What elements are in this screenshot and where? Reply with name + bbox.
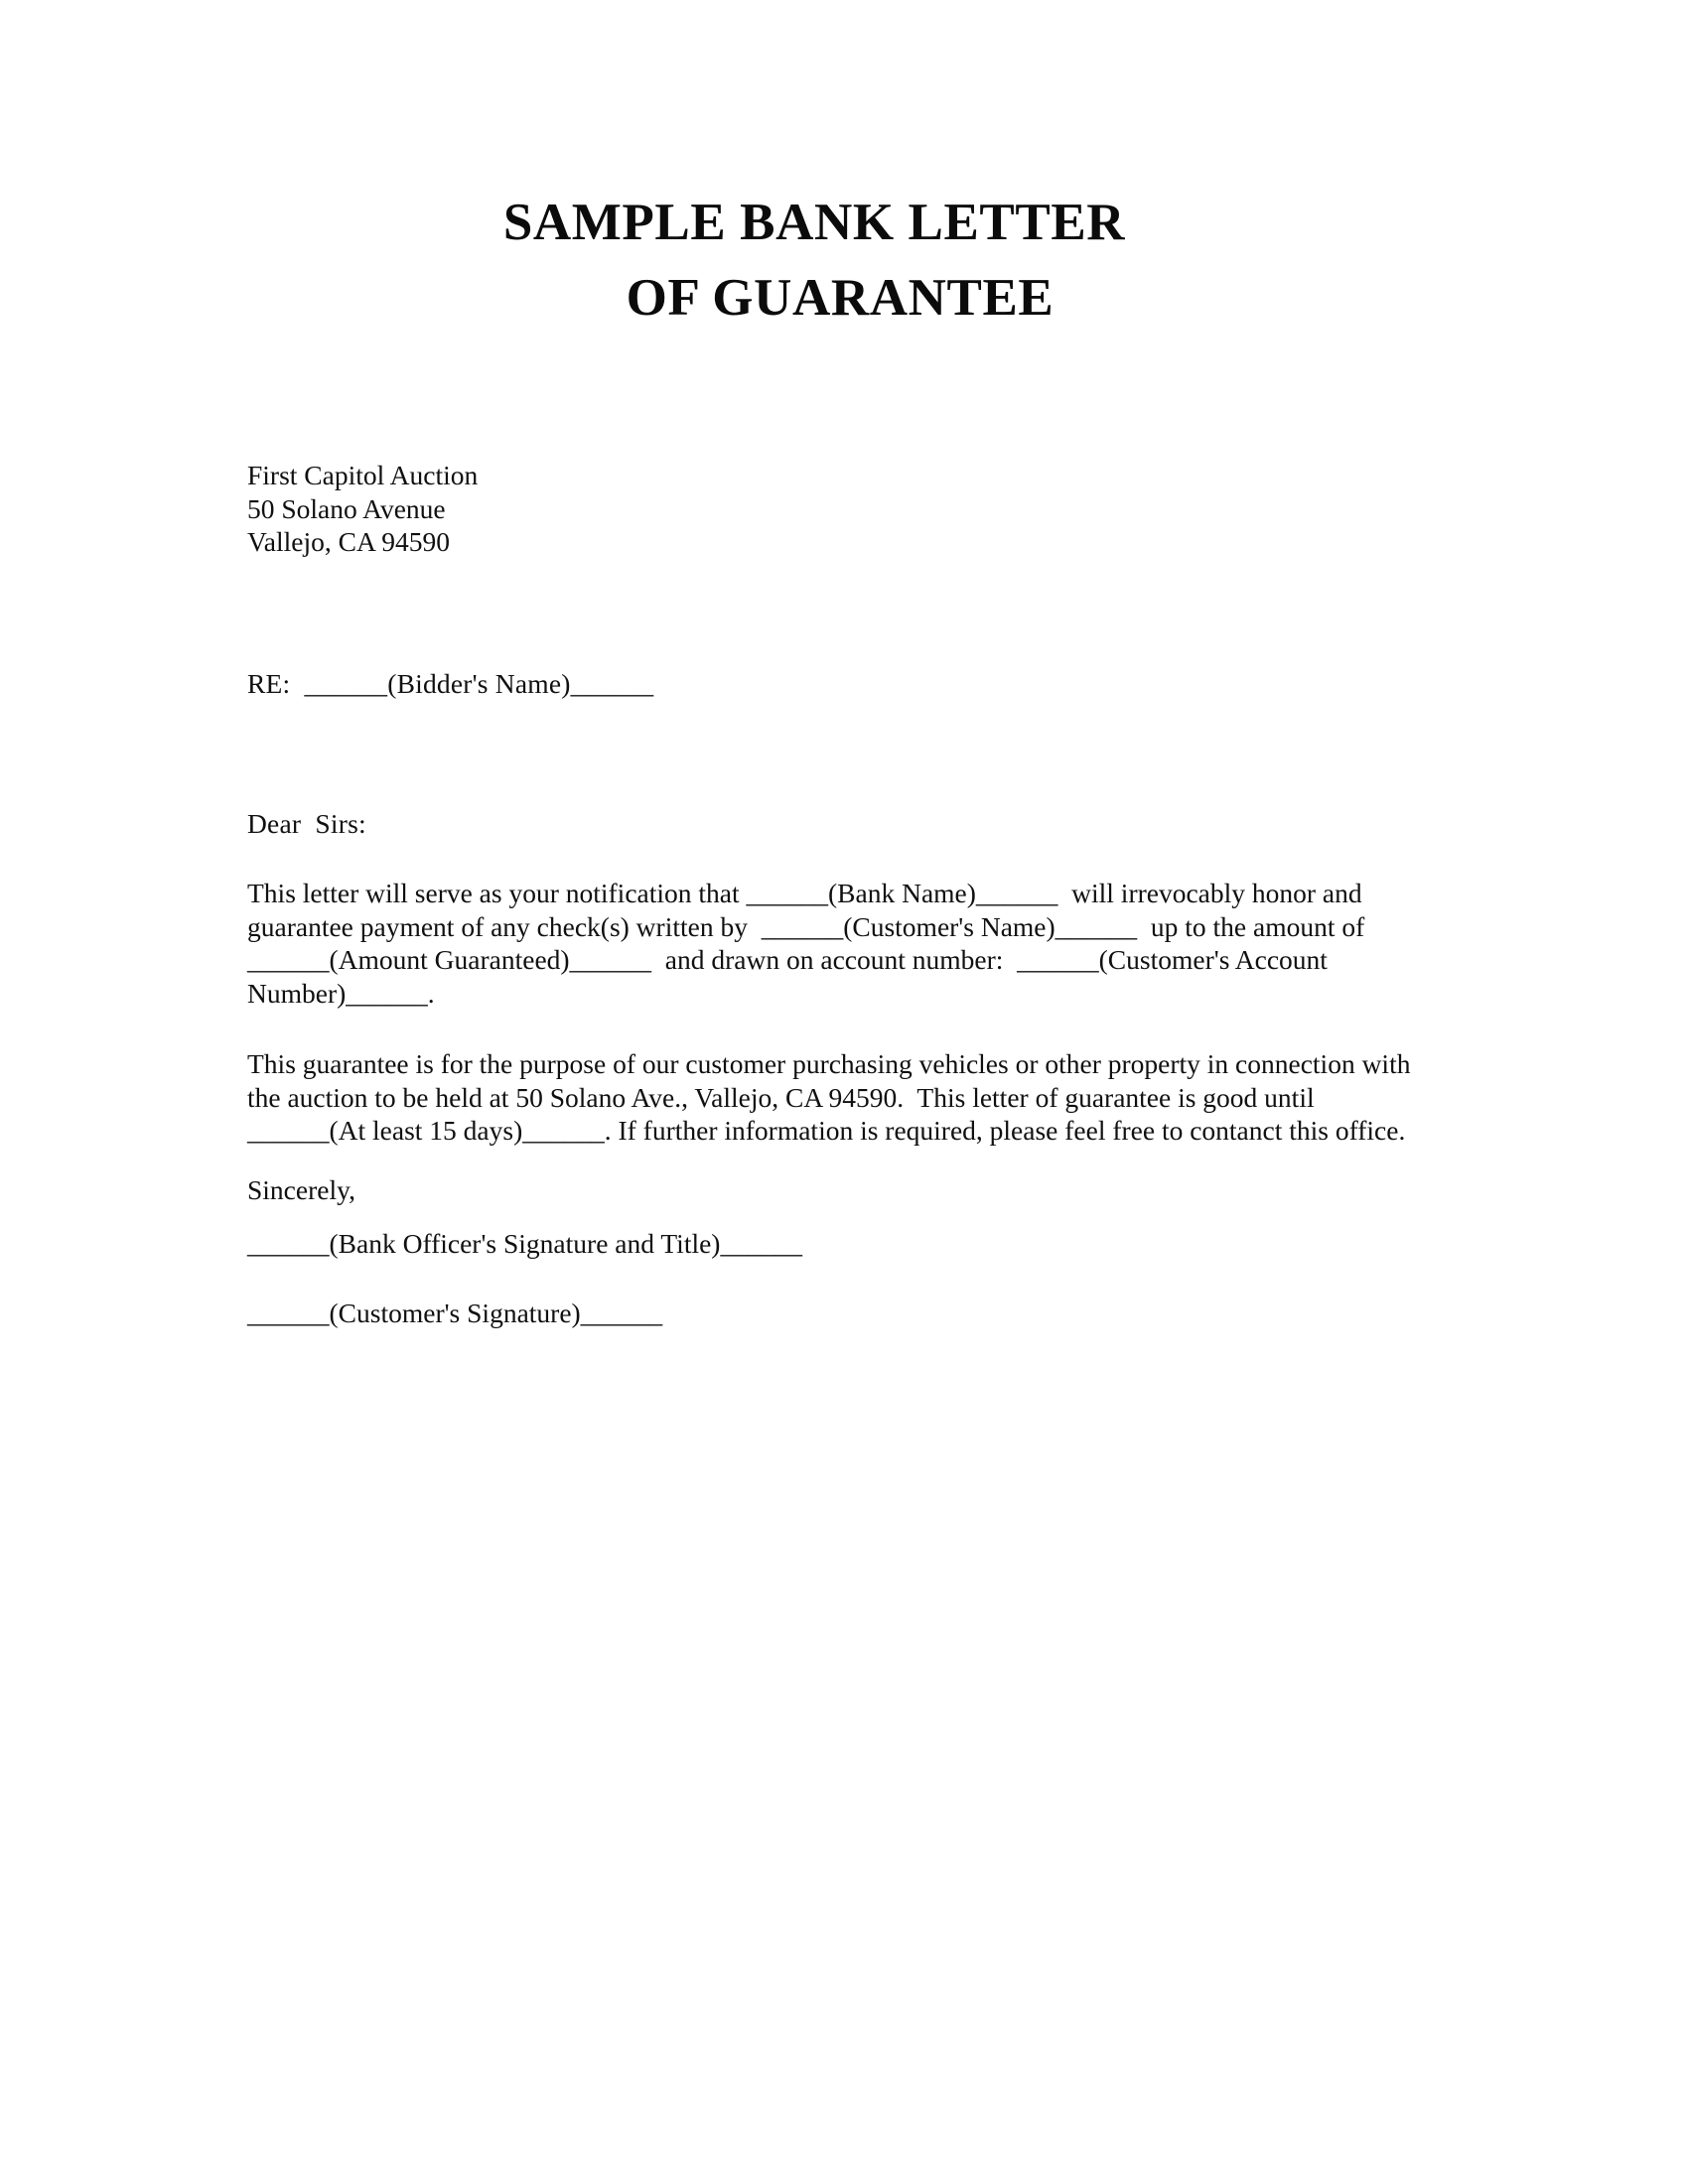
recipient-name: First Capitol Auction	[247, 460, 479, 490]
subject-line: RE: ______(Bidder's Name)______	[247, 668, 654, 699]
customer-signature-line	[247, 1297, 1419, 1330]
salutation: Dear Sirs:	[247, 808, 366, 839]
customer-signature-label: ______(Customer's Signature)______	[247, 1297, 663, 1328]
recipient-address-block	[247, 459, 1419, 559]
paragraph-one-line-3: ______(Amount Guaranteed)______ and drawn on account number: ______(Customer's Account	[247, 944, 1328, 975]
paragraph-one-line-4: Number)______.	[247, 977, 435, 1009]
bank-officer-signature-label: ______(Bank Officer's Signature and Title)______	[247, 1228, 802, 1259]
salutation-block	[247, 807, 1419, 841]
paragraph-two-line-3: ______(At least 15 days)______. If further information is required, please feel free to contanct this office.	[247, 1115, 1406, 1146]
closing-block	[247, 1173, 1419, 1207]
paragraph-one-line-2: guarantee payment of any check(s) written by ______(Customer's Name)______ up to the amount of	[247, 910, 1365, 942]
subject-line-block	[247, 667, 1419, 701]
paragraph-one	[247, 877, 1419, 1010]
document-title	[0, 185, 1688, 336]
recipient-street: 50 Solano Avenue	[247, 492, 446, 524]
paragraph-one-line-1: This letter will serve as your notification that ______(Bank Name)______ will irrevocably honor and	[247, 878, 1362, 908]
bank-officer-signature-line	[247, 1227, 1419, 1261]
paragraph-two-line-2: the auction to be held at 50 Solano Ave., Vallejo, CA 94590. This letter of guarantee is good until	[247, 1081, 1315, 1113]
paragraph-two	[247, 1047, 1419, 1148]
title-line-2: OF GUARANTEE	[626, 269, 1055, 327]
recipient-city-state-zip: Vallejo, CA 94590	[247, 526, 450, 557]
paragraph-two-line-1: This guarantee is for the purpose of our customer purchasing vehicles or other property in connection with	[247, 1048, 1411, 1079]
closing-salutation: Sincerely,	[247, 1174, 355, 1205]
title-line-1: SAMPLE BANK LETTER	[502, 194, 1126, 251]
